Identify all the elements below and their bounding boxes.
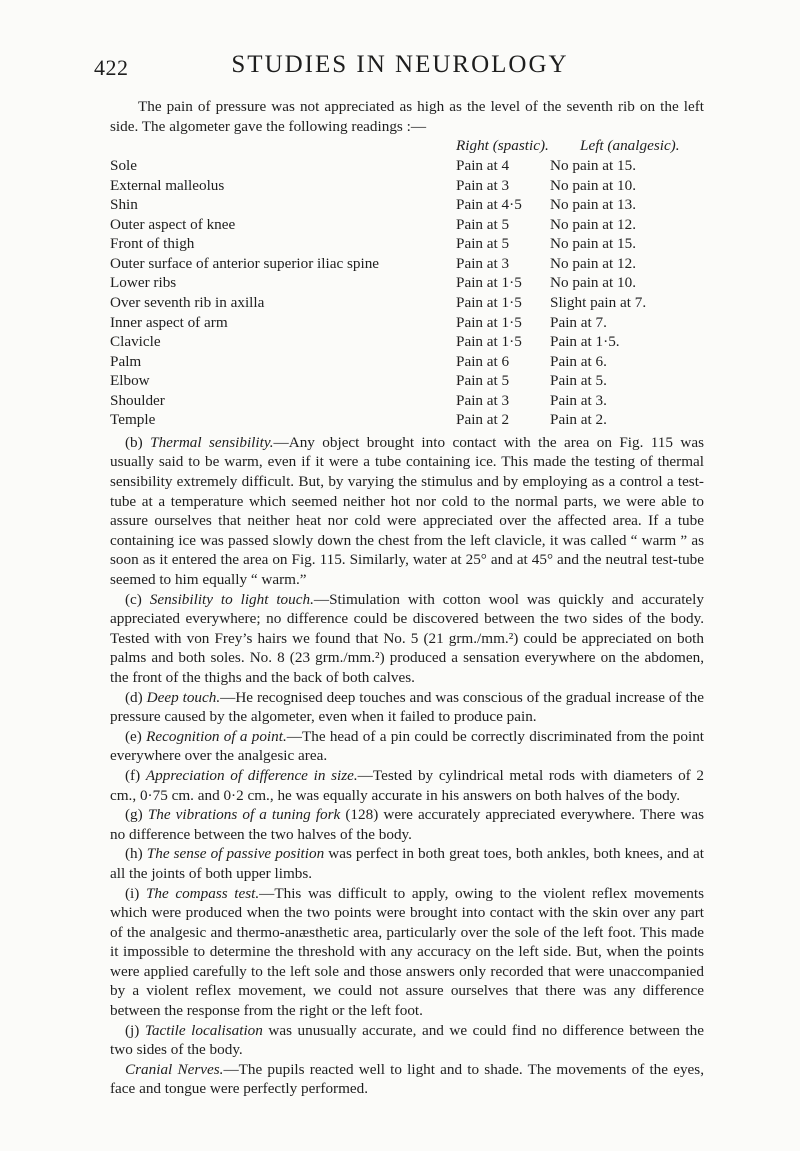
left-reading-cell: No pain at 10. xyxy=(550,176,637,194)
section-label: (h) xyxy=(125,845,143,863)
site-cell: Shin xyxy=(110,196,138,214)
table-row xyxy=(110,254,704,274)
site-cell: External malleolus xyxy=(110,176,225,194)
table-row xyxy=(110,176,704,196)
section-label: (e) xyxy=(125,727,142,745)
section-text: —Stimulation with cotton wool was quickly and accurately appreciated everywhere; no difference could be discovered between the two sides of the body. Tested with von Frey’s hairs we found that No. 5 (21 grm./mm.²) could be appreciated on both palms and both soles. No. 8 (23 grm./mm.²) produced a sensation everywhere on the abdomen, the front of the thighs and the back of both calves. xyxy=(110,590,704,686)
table-row xyxy=(110,352,704,372)
col-header-left: Left (analgesic). xyxy=(580,137,680,155)
section-text: —This was difficult to apply, owing to the violent reflex movements which were produced when the two points were brought into contact with the skin over any part of the analgesic and thermo-anæsthetic area, particularly over the sole of the left foot. This made it impossible to determine the threshold with any accuracy on the left side. But, when the points were applied carefully to the left sole and those answers only recorded that were unaccompanied by a violent reflex movement, we could not assure ourselves that there was any difference between the response from the right or the left foot. xyxy=(110,884,704,1020)
section-label: (c) xyxy=(125,590,142,608)
section-heading: The vibrations of a tuning fork xyxy=(147,806,341,824)
left-reading-cell: No pain at 12. xyxy=(550,215,637,233)
section-paragraph xyxy=(110,688,704,727)
section-text: was unusually accurate, and we could find no difference between the two sides of the body. xyxy=(110,1021,704,1059)
site-cell: Lower ribs xyxy=(110,274,177,292)
table-row xyxy=(110,195,704,215)
right-reading-cell: Pain at 1·5 xyxy=(456,313,522,331)
right-reading-cell: Pain at 1·5 xyxy=(456,274,522,292)
section-text: (128) were accurately appreciated everywhere. There was no difference between the two halves of the body. xyxy=(110,806,705,843)
col-header-right: Right (spastic). xyxy=(456,137,549,155)
section-paragraph xyxy=(110,805,704,844)
left-reading-cell: Pain at 6. xyxy=(550,352,607,370)
right-reading-cell: Pain at 5 xyxy=(456,215,510,233)
section-text: —The head of a pin could be correctly discriminated from the point everywhere over the analgesic area. xyxy=(110,727,705,765)
table-row xyxy=(110,313,704,333)
table-row xyxy=(110,410,704,430)
section-paragraph xyxy=(110,1021,704,1060)
section-heading: Thermal sensibility. xyxy=(150,433,274,451)
site-cell: Sole xyxy=(110,157,138,175)
section-text: —Any object brought into contact with the area on Fig. 115 was usually said to be warm, even if it were a tube containing ice. This made the testing of thermal sensibility extremely difficult. But, by varying the stimulus and by employing as a control a test-tube at a temperature which seemed neither hot nor cold to the normal parts, we were able to assure ourselves that neither heat nor cold were appreciated over the affected area. If a tube containing ice was passed slowly down the chest from the left clavicle, it was called “ warm ” as soon as it entered the area on Fig. 115. Similarly, water at 25° and at 45° and the neutral test-tube seemed to him equally “ warm.” xyxy=(110,433,704,588)
right-reading-cell: Pain at 3 xyxy=(456,176,510,194)
section-paragraph xyxy=(110,590,704,688)
section-text: —Tested by cylindrical metal rods with diameters of 2 cm., 0·75 cm. and 0·2 cm., he was equally accurate in his answers on both halves of the body. xyxy=(110,766,704,804)
site-cell: Clavicle xyxy=(110,333,161,351)
site-cell: Inner aspect of arm xyxy=(110,313,228,331)
section-paragraph xyxy=(110,433,704,590)
table-row xyxy=(110,234,704,254)
section-label: (g) xyxy=(125,806,143,824)
algometer-table xyxy=(110,156,704,430)
table-column-headers xyxy=(110,136,704,156)
left-reading-cell: No pain at 15. xyxy=(550,157,637,175)
left-reading-cell: Pain at 1·5. xyxy=(550,333,620,351)
left-reading-cell: Pain at 2. xyxy=(550,411,607,429)
left-reading-cell: No pain at 10. xyxy=(550,274,637,292)
section-paragraph xyxy=(110,766,704,805)
left-reading-cell: Pain at 5. xyxy=(550,372,607,390)
section-label: (d) xyxy=(125,688,143,706)
site-cell: Outer surface of anterior superior iliac spine xyxy=(110,254,380,272)
section-paragraph xyxy=(110,844,704,883)
section-heading: The sense of passive position xyxy=(146,845,325,863)
section-heading: Appreciation of difference in size. xyxy=(145,766,358,784)
table-row xyxy=(110,371,704,391)
site-cell: Shoulder xyxy=(110,391,165,409)
section-label: (b) xyxy=(125,433,143,451)
section-heading: Cranial Nerves. xyxy=(125,1060,224,1078)
left-reading-cell: No pain at 15. xyxy=(550,235,637,253)
right-reading-cell: Pain at 3 xyxy=(456,391,510,409)
running-title: STUDIES IN NEUROLOGY xyxy=(231,51,569,78)
site-cell: Temple xyxy=(110,411,156,429)
left-reading-cell: Slight pain at 7. xyxy=(550,294,647,312)
section-heading: The compass test. xyxy=(145,884,260,902)
site-cell: Outer aspect of knee xyxy=(110,215,236,233)
section-heading: Deep touch. xyxy=(146,688,221,706)
table-row xyxy=(110,293,704,313)
page-body xyxy=(110,97,704,1099)
site-cell: Palm xyxy=(110,352,142,370)
left-reading-cell: No pain at 13. xyxy=(550,196,637,214)
section-label: (f) xyxy=(125,766,141,784)
right-reading-cell: Pain at 4·5 xyxy=(456,196,522,214)
site-cell: Elbow xyxy=(110,372,150,390)
right-reading-cell: Pain at 5 xyxy=(456,235,510,253)
section-paragraph xyxy=(110,884,704,1021)
section-text: was perfect in both great toes, both ankles, both knees, and at all the joints of both upper limbs. xyxy=(110,845,704,882)
right-reading-cell: Pain at 1·5 xyxy=(456,294,522,312)
table-row xyxy=(110,391,704,411)
right-reading-cell: Pain at 1·5 xyxy=(456,333,522,351)
page-number: 422 xyxy=(94,55,129,80)
table-row xyxy=(110,332,704,352)
table-row xyxy=(110,273,704,293)
intro-paragraph: The pain of pressure was not appreciated as high as the level of the seventh rib on the left side. The algometer gave the following readings :— xyxy=(110,98,704,135)
section-label: (j) xyxy=(125,1021,140,1039)
section-paragraph xyxy=(110,727,704,766)
section-heading: Tactile localisation xyxy=(144,1021,263,1039)
page-header xyxy=(0,47,800,87)
left-reading-cell: Pain at 3. xyxy=(550,391,607,409)
table-row xyxy=(110,156,704,176)
section-heading: Sensibility to light touch. xyxy=(149,590,314,608)
sections xyxy=(110,433,704,1099)
right-reading-cell: Pain at 2 xyxy=(456,411,510,429)
section-paragraph xyxy=(110,1060,704,1099)
right-reading-cell: Pain at 3 xyxy=(456,254,510,272)
section-text: —The pupils reacted well to light and to shade. The movements of the eyes, face and tongue were perfectly performed. xyxy=(110,1060,704,1098)
left-reading-cell: Pain at 7. xyxy=(550,313,607,331)
right-reading-cell: Pain at 4 xyxy=(456,157,510,175)
site-cell: Front of thigh xyxy=(110,235,195,253)
site-cell: Over seventh rib in axilla xyxy=(110,294,265,312)
section-label: (i) xyxy=(125,884,140,902)
table-row xyxy=(110,215,704,235)
right-reading-cell: Pain at 6 xyxy=(456,352,510,370)
left-reading-cell: No pain at 12. xyxy=(550,254,637,272)
section-heading: Recognition of a point. xyxy=(146,727,287,745)
section-text: —He recognised deep touches and was conscious of the gradual increase of the pressure caused by the algometer, even when it failed to produce pain. xyxy=(110,688,704,726)
right-reading-cell: Pain at 5 xyxy=(456,372,510,390)
